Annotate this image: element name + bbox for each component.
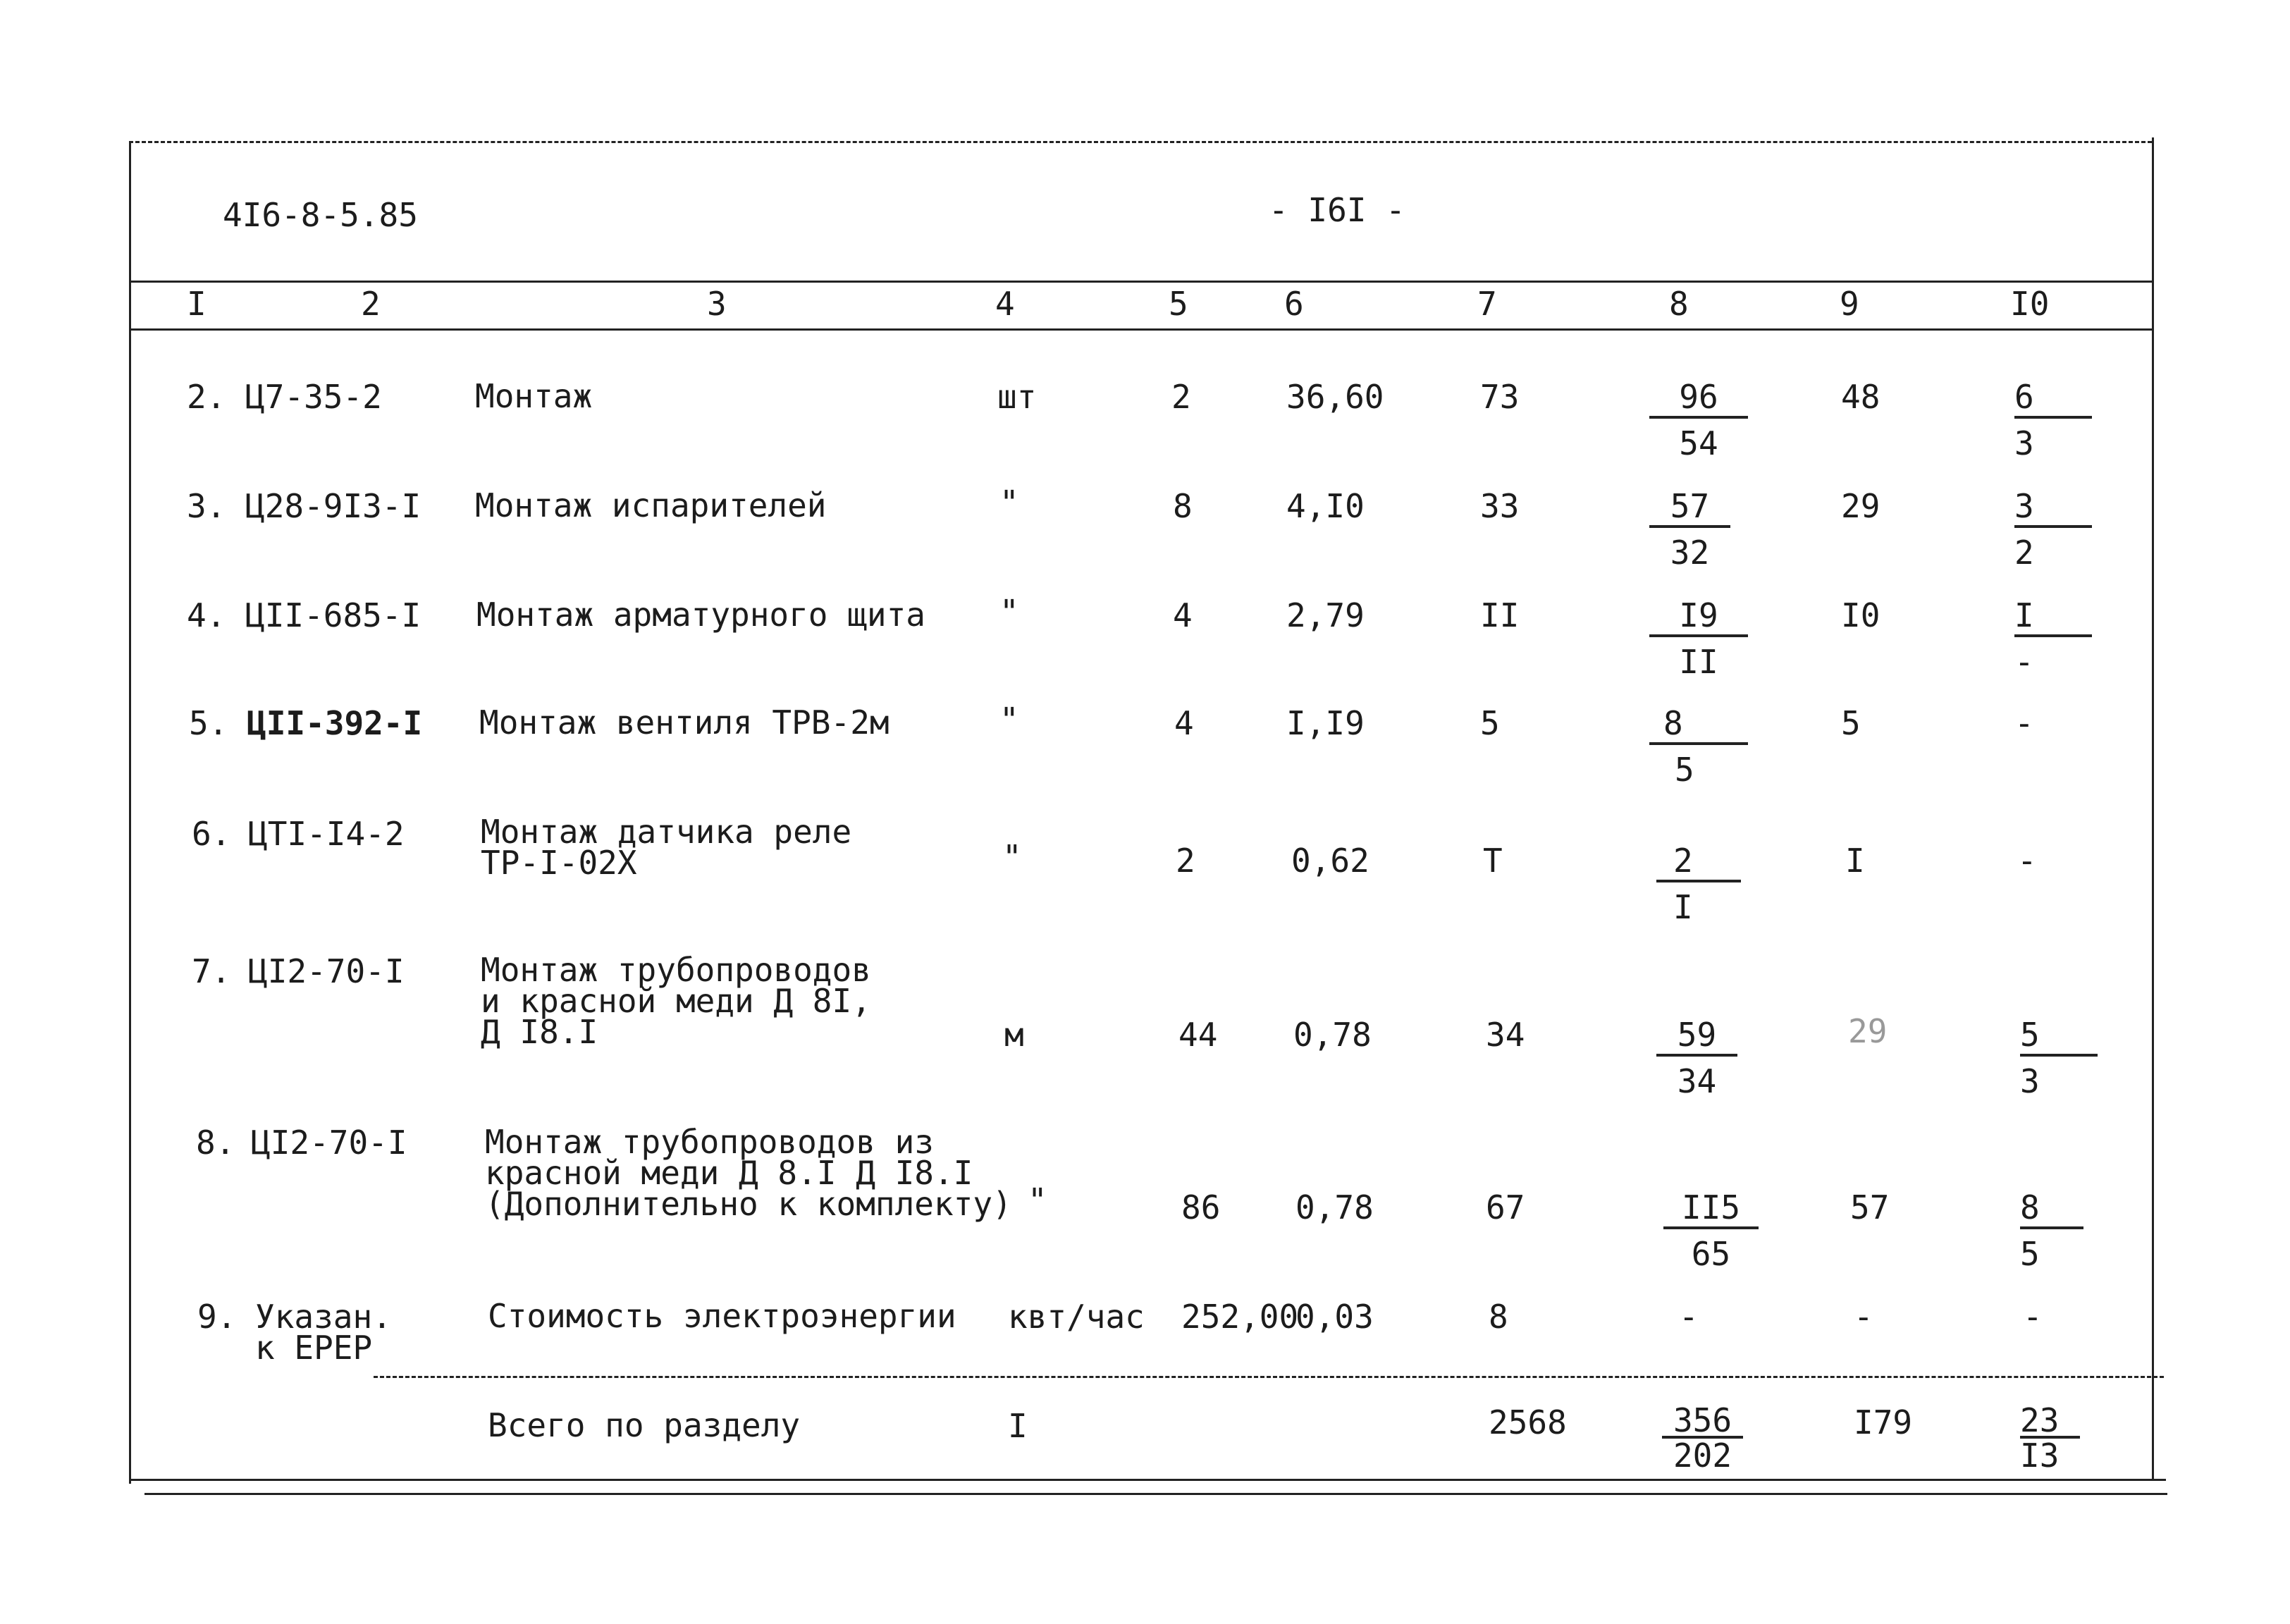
- row-unit: квт/час: [1008, 1298, 1145, 1336]
- row-col8-fraction: [1649, 378, 1748, 462]
- row-col10: -: [2014, 704, 2034, 742]
- row-price: 2,79: [1286, 596, 1365, 634]
- frame-bottom-rule: [129, 1479, 2166, 1481]
- column-header-4: 4: [995, 285, 1015, 323]
- summary-label: Всего по разделу: [488, 1406, 801, 1444]
- row-unit: ": [999, 484, 1019, 522]
- column-header-10: I0: [2010, 285, 2050, 323]
- row-number: 8.: [196, 1124, 235, 1162]
- row-total: II: [1480, 596, 1520, 634]
- summary-total: 2568: [1489, 1403, 1567, 1441]
- row-description-line-3: (Дополнительно к комплекту): [485, 1185, 1012, 1223]
- row-col9: -: [1854, 1298, 1873, 1336]
- row-quantity: 4: [1174, 704, 1194, 742]
- col8-denominator: 32: [1670, 534, 1710, 572]
- summary-separator: [374, 1376, 2164, 1378]
- col8-denominator: 5: [1675, 751, 1694, 789]
- row-col9: 29: [1848, 1012, 1888, 1050]
- col10-numerator: 5: [2020, 1019, 2098, 1057]
- row-number: 4.: [187, 596, 226, 634]
- row-total: 33: [1480, 487, 1520, 525]
- col8-denominator: 34: [1677, 1062, 1717, 1100]
- page-number: - I6I -: [1269, 191, 1405, 229]
- summary-col8-fraction: [1662, 1401, 1743, 1475]
- column-header-1: I: [187, 285, 207, 323]
- row-code: Указан.: [255, 1298, 392, 1336]
- col10-denominator: I3: [2020, 1437, 2060, 1475]
- col10-denominator: -: [2014, 643, 2034, 681]
- col8-numerator: II5: [1663, 1191, 1759, 1229]
- row-col8: -: [1679, 1298, 1699, 1336]
- row-total: 34: [1486, 1016, 1525, 1054]
- frame-top-border: [129, 141, 2152, 143]
- row-code: ЦТI-I4-2: [248, 815, 405, 853]
- row-code-line-2: к ЕРЕР: [255, 1329, 373, 1367]
- row-code: ЦII-392-I: [247, 704, 423, 742]
- row-col10-fraction: [2020, 1188, 2083, 1273]
- row-quantity: 8: [1173, 487, 1193, 525]
- row-unit: ": [999, 593, 1019, 631]
- row-total: 8: [1489, 1298, 1508, 1336]
- header-top-rule: [129, 281, 2152, 283]
- row-unit: м: [1004, 1016, 1024, 1054]
- row-code: ЦI2-70-I: [251, 1124, 407, 1162]
- summary-col9: I79: [1854, 1403, 1913, 1441]
- col8-numerator: 8: [1649, 707, 1748, 745]
- row-description-line-3: Д I8.I: [481, 1013, 598, 1051]
- col10-numerator: 23: [2020, 1406, 2080, 1439]
- column-header-6: 6: [1284, 285, 1304, 323]
- col10-numerator: 3: [2014, 490, 2092, 528]
- row-price: 4,I0: [1286, 487, 1365, 525]
- col8-numerator: 57: [1649, 490, 1730, 528]
- col8-denominator: 54: [1679, 424, 1718, 462]
- row-total: 67: [1486, 1188, 1525, 1226]
- col8-numerator: 96: [1649, 381, 1748, 419]
- column-header-2: 2: [361, 285, 381, 323]
- row-price: I,I9: [1286, 704, 1365, 742]
- row-col9: 57: [1850, 1188, 1890, 1226]
- row-description: Монтаж вентиля ТРВ-2м: [479, 703, 889, 742]
- row-code: ЦII-685-I: [245, 596, 421, 634]
- summary-unit: I: [1008, 1407, 1028, 1445]
- column-header-9: 9: [1840, 285, 1859, 323]
- row-description-line-2: ТР-I-02Х: [481, 844, 637, 882]
- row-unit: ": [1002, 838, 1022, 876]
- col8-denominator: 202: [1673, 1437, 1732, 1475]
- col8-denominator: 65: [1691, 1235, 1731, 1273]
- row-col8-fraction: [1649, 596, 1748, 681]
- row-col9: I0: [1841, 596, 1880, 634]
- row-col10: -: [2017, 842, 2037, 880]
- row-code: Ц7-35-2: [245, 378, 382, 416]
- row-price: 0,62: [1291, 842, 1369, 880]
- column-header-8: 8: [1669, 285, 1689, 323]
- col8-denominator: I: [1673, 888, 1693, 926]
- document-code: 4I6-8-5.85: [223, 196, 418, 234]
- row-total: 5: [1480, 704, 1500, 742]
- row-quantity: 44: [1178, 1016, 1218, 1054]
- row-col8-fraction: [1649, 487, 1730, 572]
- summary-col10-fraction: [2020, 1401, 2080, 1475]
- row-quantity: 2: [1171, 378, 1191, 416]
- row-col8-fraction: [1663, 1188, 1759, 1273]
- row-price: 0,78: [1295, 1188, 1374, 1226]
- header-bottom-rule: [129, 328, 2152, 331]
- row-col9: 48: [1841, 378, 1880, 416]
- row-col8-fraction: [1649, 704, 1748, 789]
- col8-denominator: II: [1679, 643, 1718, 681]
- row-col9: 29: [1841, 487, 1880, 525]
- row-total: 73: [1480, 378, 1520, 416]
- row-quantity: 86: [1181, 1188, 1221, 1226]
- row-col9: 5: [1841, 704, 1861, 742]
- row-col8-fraction: [1656, 842, 1741, 926]
- row-description-line-1: Монтаж датчика реле: [481, 813, 852, 851]
- row-quantity: 4: [1173, 596, 1193, 634]
- row-quantity: 252,00: [1181, 1298, 1299, 1336]
- row-total: Т: [1483, 842, 1503, 880]
- row-description-line-2: красной меди Д 8.I Д I8.I: [485, 1154, 973, 1192]
- row-description: Монтаж: [475, 377, 593, 415]
- row-number: 3.: [187, 487, 226, 525]
- row-price: 0,03: [1295, 1298, 1374, 1336]
- row-col10-fraction: [2020, 1016, 2098, 1100]
- row-number: 7.: [192, 952, 231, 990]
- col10-numerator: 8: [2020, 1191, 2083, 1229]
- row-number: 5.: [189, 704, 228, 742]
- row-quantity: 2: [1176, 842, 1195, 880]
- row-unit: ": [1028, 1181, 1047, 1219]
- column-header-3: 3: [707, 285, 727, 323]
- row-description: Монтаж испарителей: [475, 486, 827, 524]
- row-code: ЦI2-70-I: [248, 952, 405, 990]
- row-description-line-1: Монтаж трубопроводов из: [485, 1123, 934, 1161]
- row-col8-fraction: [1656, 1016, 1737, 1100]
- col8-numerator: 2: [1656, 844, 1741, 882]
- col8-numerator: I9: [1649, 599, 1748, 637]
- column-header-5: 5: [1169, 285, 1188, 323]
- row-col9: I: [1845, 842, 1865, 880]
- col10-denominator: 5: [2020, 1235, 2040, 1273]
- row-description-line-2: и красной меди Д 8I,: [481, 982, 871, 1020]
- row-price: 36,60: [1286, 378, 1384, 416]
- row-description-line-1: Монтаж трубопроводов: [481, 951, 871, 989]
- col8-numerator: 356: [1662, 1406, 1743, 1439]
- row-code: Ц28-9I3-I: [245, 487, 421, 525]
- row-number: 2.: [187, 378, 226, 416]
- row-unit: шт: [997, 378, 1037, 416]
- row-number: 6.: [192, 815, 231, 853]
- row-col10-fraction: [2014, 378, 2092, 462]
- row-col10-fraction: [2014, 596, 2092, 681]
- col10-denominator: 3: [2020, 1062, 2040, 1100]
- row-description: Стоимость электроэнергии: [488, 1297, 956, 1335]
- row-description: Монтаж арматурного щита: [476, 596, 925, 634]
- col8-numerator: 59: [1656, 1019, 1737, 1057]
- col10-numerator: I: [2014, 599, 2092, 637]
- row-col10-fraction: [2014, 487, 2092, 572]
- frame-right-border: [2152, 137, 2154, 1480]
- col10-denominator: 2: [2014, 534, 2034, 572]
- row-col10: -: [2023, 1298, 2043, 1336]
- col10-denominator: 3: [2014, 424, 2034, 462]
- row-unit: ": [999, 701, 1019, 739]
- row-price: 0,78: [1293, 1016, 1372, 1054]
- column-header-7: 7: [1477, 285, 1497, 323]
- page-bottom-rule: [144, 1493, 2167, 1495]
- col10-numerator: 6: [2014, 381, 2092, 419]
- frame-left-border: [129, 141, 131, 1484]
- row-number: 9.: [197, 1298, 237, 1336]
